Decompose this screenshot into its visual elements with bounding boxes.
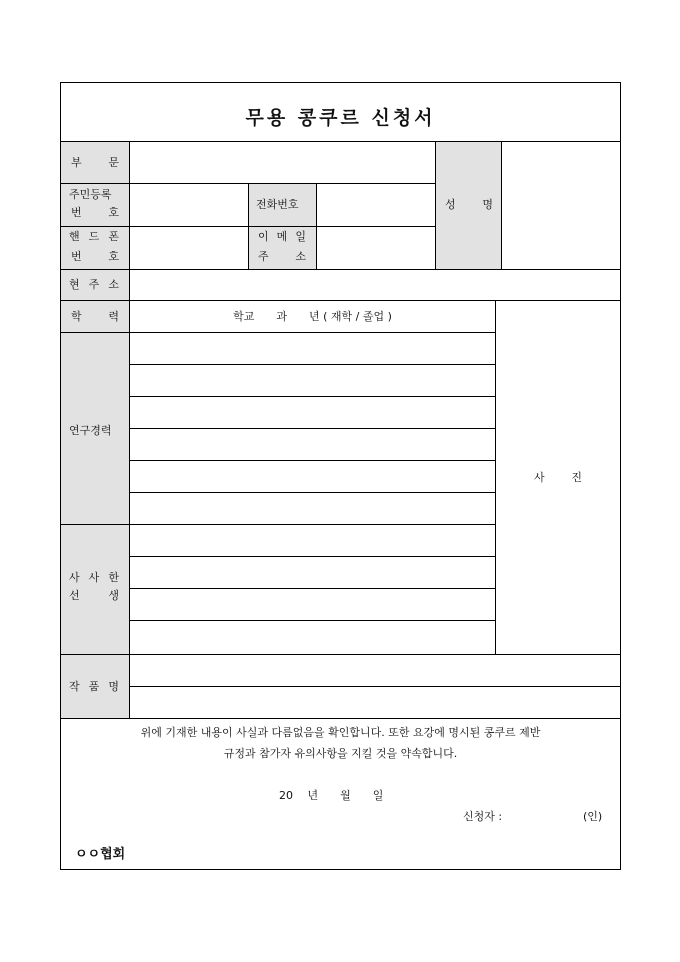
label-address: 현 주 소 <box>69 278 119 291</box>
teacher-row[interactable] <box>130 621 495 654</box>
label-work: 작 품 명 <box>69 680 119 693</box>
name-field[interactable] <box>502 142 620 269</box>
photo-box[interactable] <box>496 301 620 654</box>
research-row[interactable] <box>130 461 495 492</box>
research-row[interactable] <box>130 493 495 524</box>
date-line: 20 년 월 일 <box>279 789 384 802</box>
label-research: 연구경력 <box>69 424 112 437</box>
label-resident-no-2: 번 호 <box>71 206 119 219</box>
teacher-row[interactable] <box>130 525 495 556</box>
research-row[interactable] <box>130 365 495 396</box>
department-field[interactable] <box>130 142 435 183</box>
label-department: 부 문 <box>71 156 119 169</box>
label-email-2: 주 소 <box>258 250 306 263</box>
application-form <box>60 82 621 870</box>
label-mobile-2: 번 호 <box>71 250 119 263</box>
label-education: 학 력 <box>71 310 119 323</box>
label-teacher-2: 선 생 <box>69 589 119 602</box>
applicant-label: 신청자 : <box>463 810 503 823</box>
teacher-row[interactable] <box>130 589 495 620</box>
work-title-field[interactable] <box>130 655 620 686</box>
research-row[interactable] <box>130 333 495 364</box>
teacher-row[interactable] <box>130 557 495 588</box>
form-title: 무용 콩쿠르 신청서 <box>245 107 436 129</box>
address-field[interactable] <box>130 270 620 300</box>
resident-no-field[interactable] <box>130 184 248 226</box>
work-title-field[interactable] <box>130 687 620 718</box>
pledge-line-2: 규정과 참가자 유의사항을 지킬 것을 약속합니다. <box>223 747 458 760</box>
research-row[interactable] <box>130 429 495 460</box>
organization-name: ㅇㅇ협회 <box>75 847 126 862</box>
seal-mark: (인) <box>583 810 603 823</box>
pledge-line-1: 위에 기재한 내용이 사실과 다름없음을 확인합니다. 또한 요강에 명시된 콩쿠르 제반 <box>140 726 541 739</box>
label-teacher: 사 사 한 <box>69 571 119 584</box>
research-row[interactable] <box>130 397 495 428</box>
phone-field[interactable] <box>317 184 435 226</box>
label-resident-no: 주민등록 <box>69 188 112 201</box>
label-name: 성 명 <box>445 198 493 211</box>
email-field[interactable] <box>317 227 435 269</box>
applicant-signature-field[interactable] <box>516 807 581 827</box>
label-email: 이 메 일 <box>258 230 306 243</box>
label-mobile: 핸 드 폰 <box>69 230 119 243</box>
mobile-field[interactable] <box>130 227 248 269</box>
label-phone: 전화번호 <box>256 198 299 211</box>
education-field[interactable]: 학교 과 년 ( 재학 / 졸업 ) <box>233 310 392 323</box>
label-photo: 사 진 <box>534 471 582 484</box>
